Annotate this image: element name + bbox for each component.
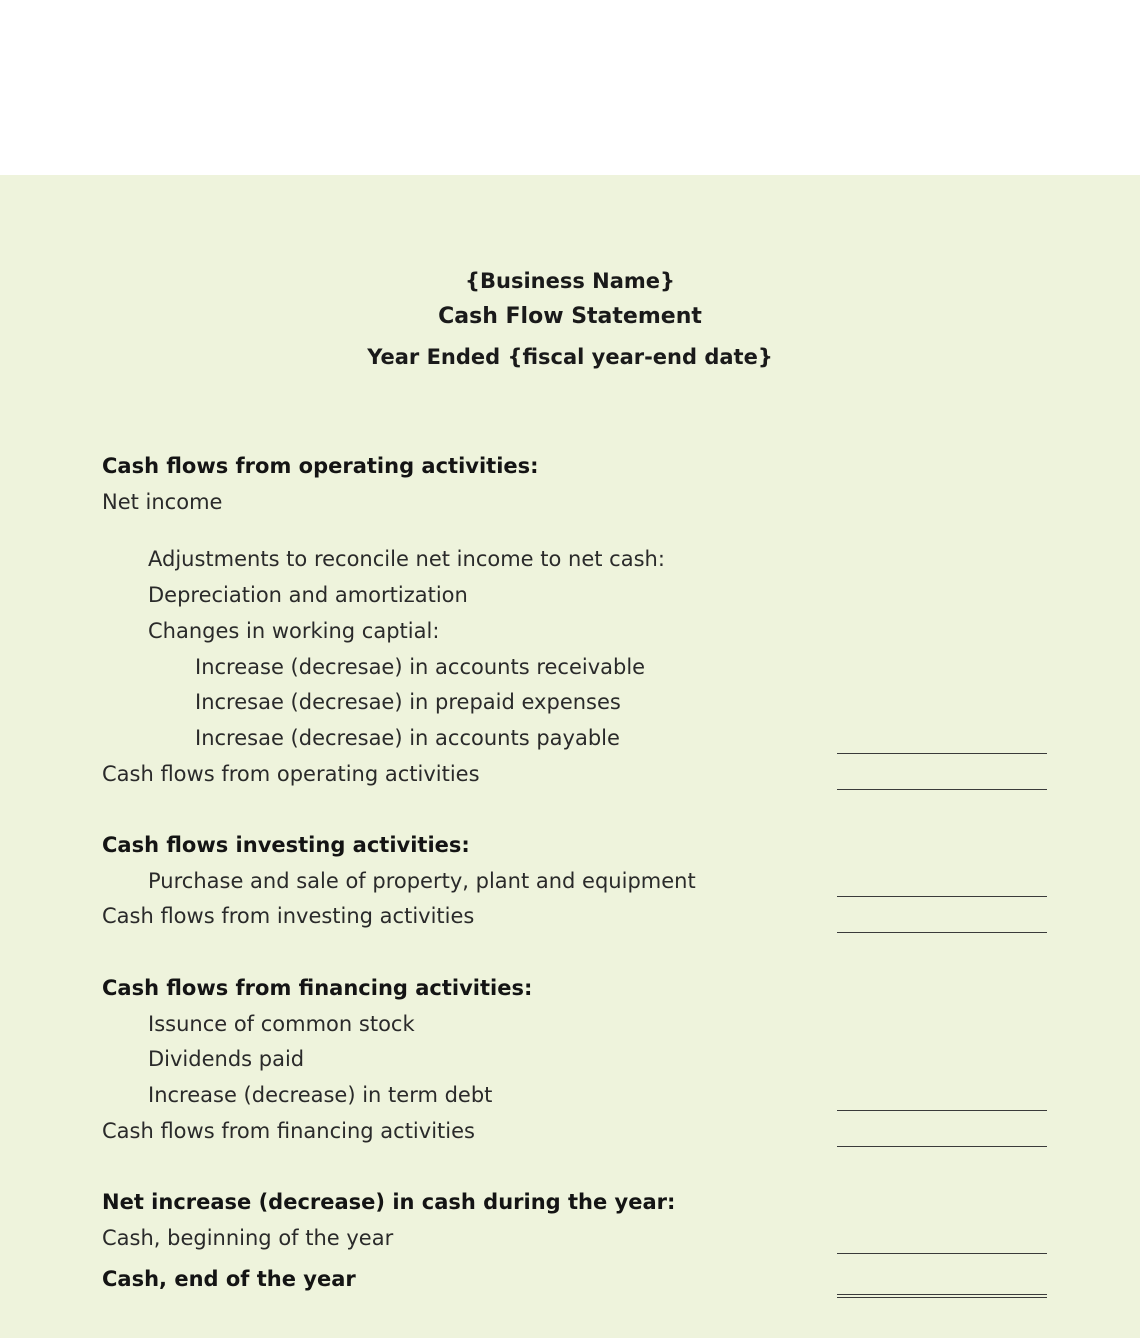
business-name: {Business Name} [465, 269, 675, 293]
stock-label: Issunce of common stock [148, 1012, 415, 1036]
financing-total-label: Cash flows from financing activities [102, 1119, 475, 1143]
operating-total-label: Cash flows from operating activities [102, 762, 480, 786]
net-change-label: Net increase (decrease) in cash during the year: [102, 1190, 676, 1214]
subtotal-rule [837, 1253, 1047, 1254]
payable-label: Incresae (decresae) in accounts payable [195, 726, 620, 750]
receivable-label: Increase (decresae) in accounts receivable [195, 655, 646, 679]
dividends-label: Dividends paid [148, 1047, 305, 1071]
prepaid-label: Incresae (decresae) in prepaid expenses [195, 690, 621, 714]
operating-heading: Cash flows from operating activities: [102, 454, 539, 478]
beginning-cash-label: Cash, beginning of the year [102, 1226, 394, 1250]
debt-label: Increase (decrease) in term debt [148, 1083, 493, 1107]
investing-heading: Cash flows investing activities: [102, 833, 470, 857]
ppe-label: Purchase and sale of property, plant and equipment [148, 869, 696, 893]
ending-cash-label: Cash, end of the year [102, 1267, 356, 1291]
investing-total-label: Cash flows from investing activities [102, 904, 475, 928]
net-income-label: Net income [102, 490, 223, 514]
depreciation-label: Depreciation and amortization [148, 583, 468, 607]
subtotal-rule [837, 896, 1047, 897]
statement-period: Year Ended {fiscal year-end date} [367, 345, 773, 369]
double-total-rule [837, 1294, 1047, 1298]
total-rule [837, 789, 1047, 790]
working-capital-label: Changes in working captial: [148, 619, 440, 643]
adjustments-label: Adjustments to reconcile net income to net cash: [148, 547, 665, 571]
total-rule [837, 932, 1047, 933]
financing-heading: Cash flows from financing activities: [102, 976, 533, 1000]
statement-title: Cash Flow Statement [438, 304, 702, 329]
subtotal-rule [837, 753, 1047, 754]
subtotal-rule [837, 1110, 1047, 1111]
total-rule [837, 1146, 1047, 1147]
